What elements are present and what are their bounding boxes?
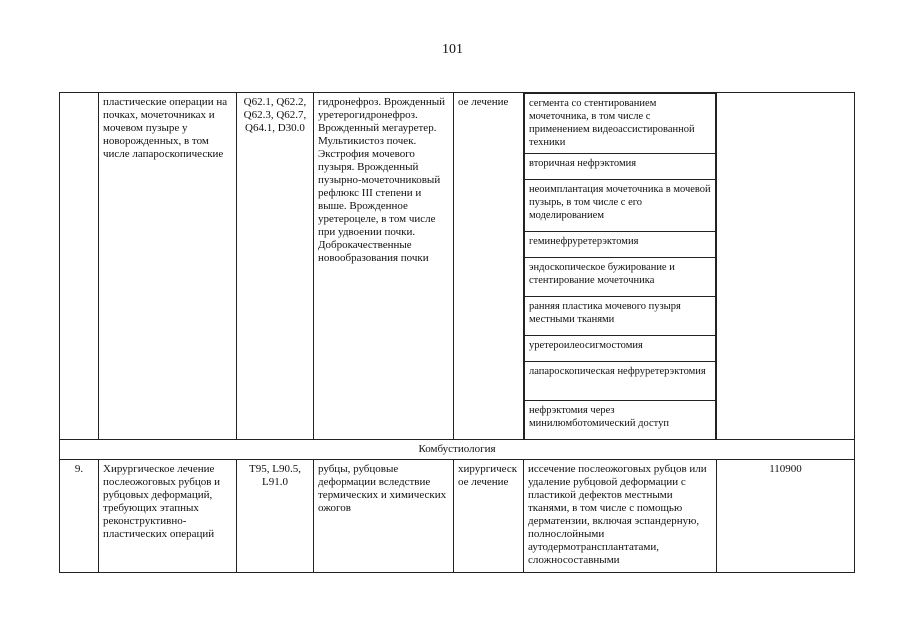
method-item: ранняя пластика мочевого пузыря местными тканями bbox=[525, 297, 716, 336]
treatment-type-cell: ое лечение bbox=[454, 93, 524, 440]
method-item: уретероилеосигмостомия bbox=[525, 336, 716, 362]
method-item: неоимплантация мочеточника в мочевой пузырь, в том числе с его моделированием bbox=[525, 180, 716, 232]
service-name-cell: Хирургическое лечение послеожоговых рубцов и рубцовых деформаций, требующих этапных реконструктивно-пластических операций bbox=[99, 460, 237, 573]
method-item: нефрэктомия через минилюмботомический доступ bbox=[525, 401, 716, 440]
patient-model-cell: рубцы, рубцовые деформации вследствие термических и химических ожогов bbox=[314, 460, 454, 573]
table-row-9 bbox=[60, 460, 855, 573]
row-number-cell bbox=[60, 93, 99, 440]
icd-codes-cell: T95, L90.5, L91.0 bbox=[237, 460, 314, 573]
treatment-method-cell: иссечение послеожоговых рубцов или удаление рубцовой деформации с пластикой дефектов местными тканями, в том числе с помощью дерматензии, включая эспандерную, полнослойными аутодермотрансплантатами, сложносоставными bbox=[524, 460, 717, 573]
treatment-type-cell: хирургическ ое лечение bbox=[454, 460, 524, 573]
table-row-continuation bbox=[60, 93, 855, 440]
row-number-cell: 9. bbox=[60, 460, 99, 573]
treatment-methods-cell bbox=[524, 93, 717, 440]
method-item: лапароскопическая нефруретерэктомия bbox=[525, 362, 716, 401]
page-number: 101 bbox=[442, 42, 463, 57]
cost-cell bbox=[717, 93, 855, 440]
method-item: сегмента со стентированием мочеточника, в том числе с применением видеоассистированной техники bbox=[525, 94, 716, 154]
method-item: эндоскопическое бужирование и стентирование мочеточника bbox=[525, 258, 716, 297]
service-name-cell: пластические операции на почках, мочеточниках и мочевом пузыре у новорожденных, в том числе лапароскопические bbox=[99, 93, 237, 440]
treatment-methods-list bbox=[524, 93, 716, 439]
patient-model-cell: гидронефроз. Врожденный уретерогидронефроз. Врожденный мегауретер. Мультикистоз почек. Экстрофия мочевого пузыря. Врожденный пузырно-мочеточниковый рефлюкс III степени и выше. Врожденное уретероцеле, в том числе при удвоении почки. Доброкачественные новообразования почки bbox=[314, 93, 454, 440]
section-title: Комбустиология bbox=[60, 440, 855, 460]
method-item: вторичная нефрэктомия bbox=[525, 154, 716, 180]
method-item: геминефруретерэктомия bbox=[525, 232, 716, 258]
section-header-row bbox=[60, 440, 855, 460]
medical-services-table bbox=[59, 92, 855, 573]
cost-cell: 110900 bbox=[717, 460, 855, 573]
icd-codes-cell: Q62.1, Q62.2, Q62.3, Q62.7, Q64.1, D30.0 bbox=[237, 93, 314, 440]
